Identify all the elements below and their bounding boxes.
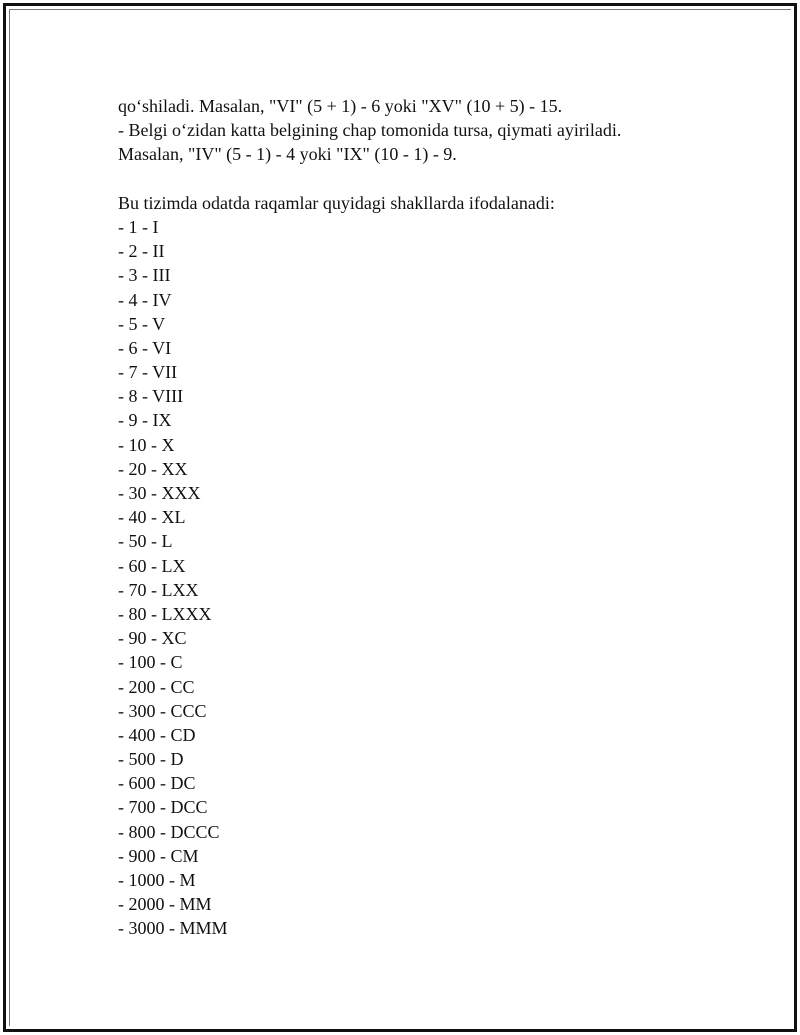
intro-line: qo‘shiladi. Masalan, "VI" (5 + 1) - 6 yoki "XV" (10 + 5) - 15. — [118, 96, 563, 116]
numeral-list-item: - 5 - V — [118, 313, 166, 334]
numeral-list-item: - 9 - IX — [118, 410, 172, 431]
numeral-list-item: - 300 - CCC — [118, 700, 207, 721]
numeral-list-item: - 3000 - MMM — [118, 918, 228, 939]
numeral-list-item: - 40 - XL — [118, 507, 186, 528]
numeral-list-item: - 50 - L — [118, 531, 173, 552]
paragraph-gap — [118, 167, 738, 191]
numeral-list-item: - 200 - CC — [118, 676, 195, 697]
list-heading: Bu tizimda odatda raqamlar quyidagi shakllarda ifodalanadi: — [118, 192, 555, 213]
numeral-list-item: - 500 - D — [118, 749, 184, 770]
numeral-list-item: - 2000 - MM — [118, 894, 212, 915]
numeral-list-item: - 30 - XXX — [118, 483, 201, 503]
numeral-list-item: - 2 - II — [118, 241, 165, 262]
numeral-list-item: - 3 - III — [118, 265, 171, 286]
numeral-list-item: - 20 - XX — [118, 458, 188, 479]
numeral-list-item: - 100 - C — [118, 652, 183, 673]
numeral-list-item: - 800 - DCCC — [118, 821, 220, 842]
numeral-list-item: - 1 - I — [118, 216, 159, 237]
numeral-list-item: - 4 - IV — [118, 289, 172, 310]
intro-line: Masalan, "IV" (5 - 1) - 4 yoki "IX" (10 - 1) - 9. — [118, 144, 457, 165]
numeral-list-item: - 8 - VIII — [118, 386, 184, 407]
numeral-list-item: - 60 - LX — [118, 555, 186, 576]
numeral-list-item: - 70 - LXX — [118, 579, 199, 600]
numeral-list-item: - 400 - CD — [118, 724, 196, 745]
numeral-list-item: - 600 - DC — [118, 773, 196, 794]
numeral-list-item: - 80 - LXXX — [118, 603, 212, 624]
numeral-list-item: - 7 - VII — [118, 362, 178, 383]
numeral-list-item: - 10 - X — [118, 434, 175, 455]
numeral-list-item: - 90 - XC — [118, 628, 187, 649]
numeral-list-item: - 6 - VI — [118, 337, 172, 358]
numeral-list-item: - 1000 - M — [118, 870, 196, 890]
numeral-list — [118, 215, 738, 941]
numeral-list-item: - 900 - CM — [118, 845, 199, 866]
intro-line: - Belgi o‘zidan katta belgining chap tomonida tursa, qiymati ayiriladi. — [118, 120, 622, 141]
numeral-list-item: - 700 - DCC — [118, 797, 208, 818]
document-body — [118, 94, 738, 941]
